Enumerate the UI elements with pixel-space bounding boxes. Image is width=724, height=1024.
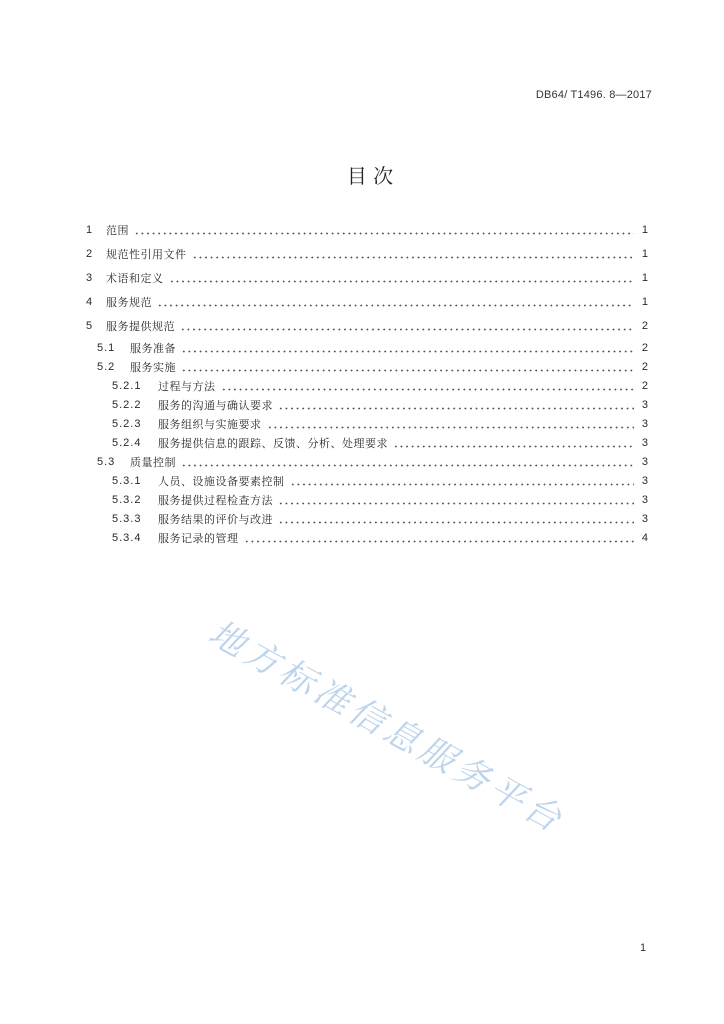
toc-entry-number: 5 — [86, 320, 94, 332]
toc-entry-page: 1 — [641, 248, 648, 260]
standard-code: DB64/ T1496. 8—2017 — [535, 89, 652, 101]
dot-leader — [157, 304, 634, 307]
toc-entry-number: 3 — [86, 272, 94, 284]
dot-leader — [134, 232, 634, 235]
dot-leader — [267, 426, 635, 429]
dot-leader — [244, 540, 635, 543]
dot-leader — [393, 445, 634, 448]
toc-entry-page: 1 — [641, 272, 648, 284]
toc-entry-number: 5.2.2 — [112, 398, 142, 411]
toc-entry-title: 服务规范 — [106, 296, 152, 309]
toc-entry — [0, 395, 724, 414]
toc-entry-number: 5.2.4 — [112, 436, 142, 449]
toc-entry — [0, 490, 724, 509]
toc-entry-number: 5.1 — [97, 341, 116, 354]
toc-entry-title: 服务准备 — [130, 341, 176, 355]
toc-entry-title: 服务提供信息的跟踪、反馈、分析、处理要求 — [158, 436, 388, 450]
toc-entry-title: 服务提供过程检查方法 — [158, 493, 273, 507]
toc-entry-title: 服务实施 — [130, 360, 176, 374]
toc-entry-page: 1 — [641, 224, 648, 236]
toc-entry — [0, 433, 724, 452]
toc-entry-title: 服务结果的评价与改进 — [158, 512, 273, 526]
toc-entry-title: 规范性引用文件 — [106, 248, 187, 261]
toc-entry-page: 3 — [641, 493, 648, 506]
toc-entry-title: 人员、设施设备要素控制 — [158, 474, 285, 488]
toc-entry-page: 3 — [641, 398, 648, 411]
toc-entry — [0, 452, 724, 471]
toc-entry — [0, 338, 724, 357]
toc-entry-page: 2 — [641, 341, 648, 354]
toc-entry-number: 5.3.1 — [112, 474, 142, 487]
toc-entry-page: 1 — [641, 296, 648, 308]
toc-entry-page: 3 — [641, 436, 648, 449]
toc-entry-number: 5.3 — [97, 455, 116, 468]
toc-entry-title: 服务提供规范 — [106, 320, 175, 333]
toc-entry-title: 术语和定义 — [106, 272, 164, 285]
toc-entry — [0, 290, 724, 314]
watermark: 地方标准信息服务平台 — [201, 613, 572, 843]
dot-leader — [181, 464, 634, 467]
page-number: 1 — [640, 942, 647, 954]
table-of-contents — [0, 218, 724, 547]
dot-leader — [192, 256, 635, 259]
toc-entry — [0, 266, 724, 290]
toc-entry — [0, 218, 724, 242]
toc-entry-number: 5.2.1 — [112, 379, 142, 392]
toc-entry-title: 过程与方法 — [158, 379, 216, 393]
toc-entry — [0, 242, 724, 266]
toc-entry-number: 5.3.3 — [112, 512, 142, 525]
toc-entry — [0, 314, 724, 338]
toc-entry-page: 2 — [641, 360, 648, 373]
dot-leader — [181, 369, 634, 372]
dot-leader — [290, 483, 635, 486]
toc-entry — [0, 357, 724, 376]
toc-entry — [0, 509, 724, 528]
toc-entry-title: 范围 — [106, 224, 129, 237]
toc-entry-page: 2 — [641, 379, 648, 392]
toc-entry-page: 2 — [641, 320, 648, 332]
toc-entry-title: 服务的沟通与确认要求 — [158, 398, 273, 412]
dot-leader — [181, 350, 634, 353]
toc-entry-page: 3 — [641, 417, 648, 430]
dot-leader — [278, 502, 634, 505]
toc-entry-number: 4 — [86, 296, 94, 308]
toc-entry-number: 5.2 — [97, 360, 116, 373]
dot-leader — [221, 388, 635, 391]
toc-entry-number: 2 — [86, 248, 94, 260]
toc-entry-title: 服务组织与实施要求 — [158, 417, 262, 431]
dot-leader — [180, 328, 634, 331]
dot-leader — [169, 280, 635, 283]
toc-entry-number: 5.3.4 — [112, 531, 142, 544]
toc-entry-title: 服务记录的管理 — [158, 531, 239, 545]
toc-entry — [0, 376, 724, 395]
toc-entry-page: 4 — [641, 531, 648, 544]
toc-entry-number: 5.3.2 — [112, 493, 142, 506]
page-title: 目 次 — [346, 164, 394, 188]
toc-entry-page: 3 — [641, 474, 648, 487]
dot-leader — [278, 407, 634, 410]
toc-entry-number: 1 — [86, 224, 94, 236]
dot-leader — [278, 521, 634, 524]
toc-entry — [0, 528, 724, 547]
toc-entry-page: 3 — [641, 455, 648, 468]
toc-entry-page: 3 — [641, 512, 648, 525]
toc-entry-number: 5.2.3 — [112, 417, 142, 430]
toc-entry — [0, 414, 724, 433]
toc-entry — [0, 471, 724, 490]
toc-entry-title: 质量控制 — [130, 455, 176, 469]
